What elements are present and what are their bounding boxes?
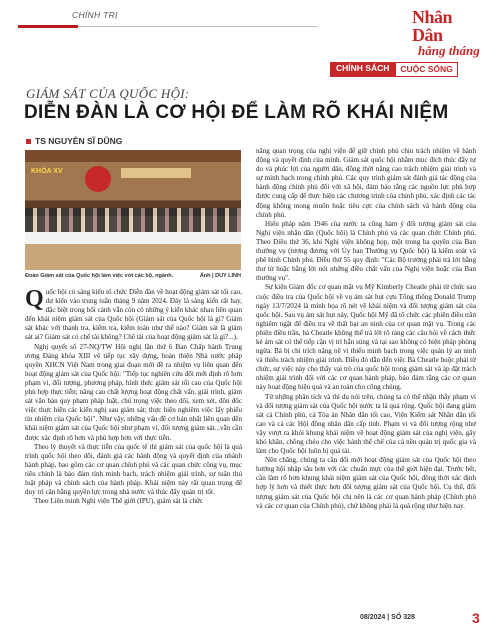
photo-caption (25, 273, 241, 279)
category-tag (330, 62, 458, 77)
photo-credit: Ảnh | DUY LINH (199, 273, 241, 279)
page-header (0, 0, 500, 80)
issue-number: 08/2024 | SỐ 328 (360, 614, 415, 621)
paragraph: Hiến pháp năm 1946 của nước ta cũng hàm ý đối tượng giám sát của Nghị viện nhân dân (Quốc hội) là Chính phủ và các quan chức Chính phủ. Theo Điều thứ 36, khi Nghị viện không họp, một trong ba quyền của Ban thường vụ (tương đương với Ủy ban Thường vụ Quốc hội) là kiểm soát và phê bình Chính phủ. Điều thứ 55 quy định: "Các Bộ trưởng phải trả lời bằng thư từ hoặc bằng lời nói những điều chất vấn của Nghị viện hoặc của Ban thường vụ". (256, 219, 476, 283)
paragraph: Theo Liên minh Nghị viện Thế giới (IPU), giám sát là chức (34, 497, 204, 506)
photo-table (25, 232, 241, 244)
paragraph: Từ những phân tích và thí dụ nói trên, chúng ta có thể nhận thấy phạm vi và đối tượng giám sát của Quốc hội nước ta là quá rộng. Quốc hội đang giám sát cả Chính phủ, cả Tòa án Nhân dân tối cao, Viện Kiểm sát Nhân dân tối cao và cả các Hội đồng nhân dân cấp tỉnh. Phạm vi và đối tượng rộng như vậy vượt ra khỏi khung khái niệm về hoạt động giám sát của nghị viện, gây khó khăn, chồng chéo cho việc hành thể chế của cả nền quản trị quốc gia và làm cho Quốc hội luôn bị quá tải. (256, 392, 476, 456)
national-emblem-icon (85, 166, 111, 192)
paragraph: Nghị quyết số 27-NQ/TW Hội nghị lần thứ 6 Ban Chấp hành Trung ương Đảng khóa XIII về tiếp tục xây dựng, hoàn thiện Nhà nước pháp quyền XHCN Việt Nam trong giai đoạn mới đề ra nhiệm vụ liên quan đến hoạt động giám sát của Quốc hội: "Tiếp tục nghiên cứu đổi mới định rõ hơn phạm vi, đối tượng, phương pháp, hình thức giám sát tối cao của Quốc hội phù hợp thực tiễn; nâng cao chất lượng hoạt động chất vấn, giải trình, giám sát văn bản quy phạm pháp luật, chú trọng việc theo dõi, xem xét, đôn đốc việc thực hiện các kiến nghị sau giám sát; thực hiện nghiêm việc lấy phiếu tín nhiệm của Quốc hội". Như vậy, những vấn đề cơ bản nhất liên quan đến khái niệm giám sát của Quốc hội như phạm vi, đối tượng giám sát...vẫn cần được xác định rõ hơn và phù hợp hơn với thực tiễn. (25, 342, 242, 442)
article-author (26, 136, 122, 146)
article-column-1 (25, 288, 242, 506)
category-primary: CHÍNH SÁCH (330, 62, 395, 77)
photo-caption-text: Đoàn Giám sát của Quốc hội làm việc với các bộ, ngành. (25, 273, 174, 279)
article-photo (25, 150, 241, 270)
photo-overlay-text: KHÓA XV (31, 168, 63, 175)
photo-banner (121, 168, 191, 178)
paragraph (25, 288, 242, 343)
article-column-2 (256, 147, 476, 511)
newspaper-logo (412, 8, 482, 60)
author-marker-icon (26, 139, 31, 144)
article-kicker: GIÁM SÁT CỦA QUỐC HỘI: (26, 86, 190, 101)
paragraph: Theo lý thuyết và thực tiễn của quốc tế thì giám sát của quốc hội là quá trình quốc hội theo dõi, đánh giá các hành động và quyết định của nhánh hành pháp, bao gồm các cơ quan chính phủ và các quan chức công vụ, mục tiêu chính là bảo đảm tính minh bạch, trách nhiệm giải trình, sự tuân thủ luật pháp và chính sách của hành pháp. Khái niệm này rất quan trọng để duy trì cân bằng quyền lực trong nhà nước và thúc đẩy quản trị tốt. (25, 442, 242, 497)
logo-title: Nhân Dân (412, 7, 453, 45)
paragraph: năng quan trọng của nghị viện để giữ chính phủ chịu trách nhiệm về hành động và quyết định của mình. Giám sát quốc hội nhằm mục đích thúc đẩy tự do và phúc lợi của người dân, đồng thời nâng cao trách nhiệm giải trình và sự minh bạch trong chính phủ. Các quy trình giám sát đánh giá tác động của hành động chính phủ đối với xã hội, đảm bảo rằng các nguồn lực phù hợp được cung cấp để thực hiện các chương trình của chính phủ, xác định các tác động không mong muốn hoặc tiêu cực của chính sách và hành động của chính phủ. (256, 147, 476, 219)
paragraph: Nên chăng, chúng ta cần đổi mới hoạt động giám sát của Quốc hội theo hướng hội nhập sâu hơn với các chuẩn mực của thế giới hiện đại. Trước hết, cần làm rõ hơn khung khái niệm giám sát của Quốc hội, đồng thời xác định hợp lý hơn và thiết thực hơn đối tượng giám sát của Quốc hội. Cụ thể, đối tượng giám sát của Quốc hội chỉ nên là các cơ quan hành pháp (Chính phủ và các cơ quan của Chính phủ), chứ không phải là quá rộng như hiện nay. (256, 456, 476, 510)
page-footer (360, 610, 480, 626)
paragraph-text: uốc hội có sáng kiến tổ chức Diễn đàn về hoạt động giám sát tối cao, dự kiến vào trung tuần tháng 9 năm 2024. Đây là sáng kiến rất hay, đặc biệt trong bối cảnh vẫn còn có những ý kiến khác nhau liên quan đến khái niệm giám sát của Quốc hội (Giám sát của Quốc hội là gì? Giám sát khác với thanh tra, kiểm tra, kiểm toán như thế nào? Giám sát là giám sát ai? Giám sát có chế tài không? Chế tài của hoạt động giám sát là gì?...). (25, 288, 242, 342)
dropcap: Q (25, 286, 44, 312)
paragraph: Sự kiện Giám đốc cơ quan mật vụ Mỹ Kimberly Cheatle phải từ chức sau cuộc điều tra của Quốc hội về vụ ám sát hụt cựu Tổng thống Donald Trump ngày 13/7/2024 là minh họa rõ nét về khái niệm và đối tượng giám sát của quốc hội. Sau vụ ám sát hụt này, Quốc hội Mỹ đã tổ chức các phiên điều trần nghiêm ngặt để điều tra về thất bại an ninh của cơ quan mật vụ. Trong các phiên điều trần, bà Cheatle không thể trả lời rõ ràng các câu hỏi về cách thức kẻ ám sát có thể tiếp cận vị trí bắn súng và tại sao không có biện pháp phòng ngừa. Bà bị chỉ trích nặng nề vì thiếu minh bạch trong việc quản lý an ninh và thiếu trách nhiệm giải trình. Điều đó dẫn đến việc Bà Cheatle buộc phải từ chức, sự việc này cho thấy vai trò của quốc hội trong giám sát và áp đặt trách nhiệm giải trình đối với các cơ quan hành pháp, bảo đảm rằng các cơ quan này hoạt động hiệu quả và an toàn cho công chúng. (256, 283, 476, 392)
category-secondary: CUỘC SỐNG (395, 62, 457, 77)
section-label: CHÍNH TRỊ (72, 10, 118, 20)
logo-subtitle: hằng tháng (418, 43, 480, 58)
page-number: 3 (472, 610, 480, 626)
article-title: DIỄN ĐÀN LÀ CƠ HỘI ĐỂ LÀM RÕ KHÁI NIỆM (24, 102, 449, 123)
photo-delegates (25, 208, 241, 234)
author-name: TS NGUYỄN SĨ DŨNG (35, 136, 123, 146)
header-accent-bar (18, 25, 78, 28)
